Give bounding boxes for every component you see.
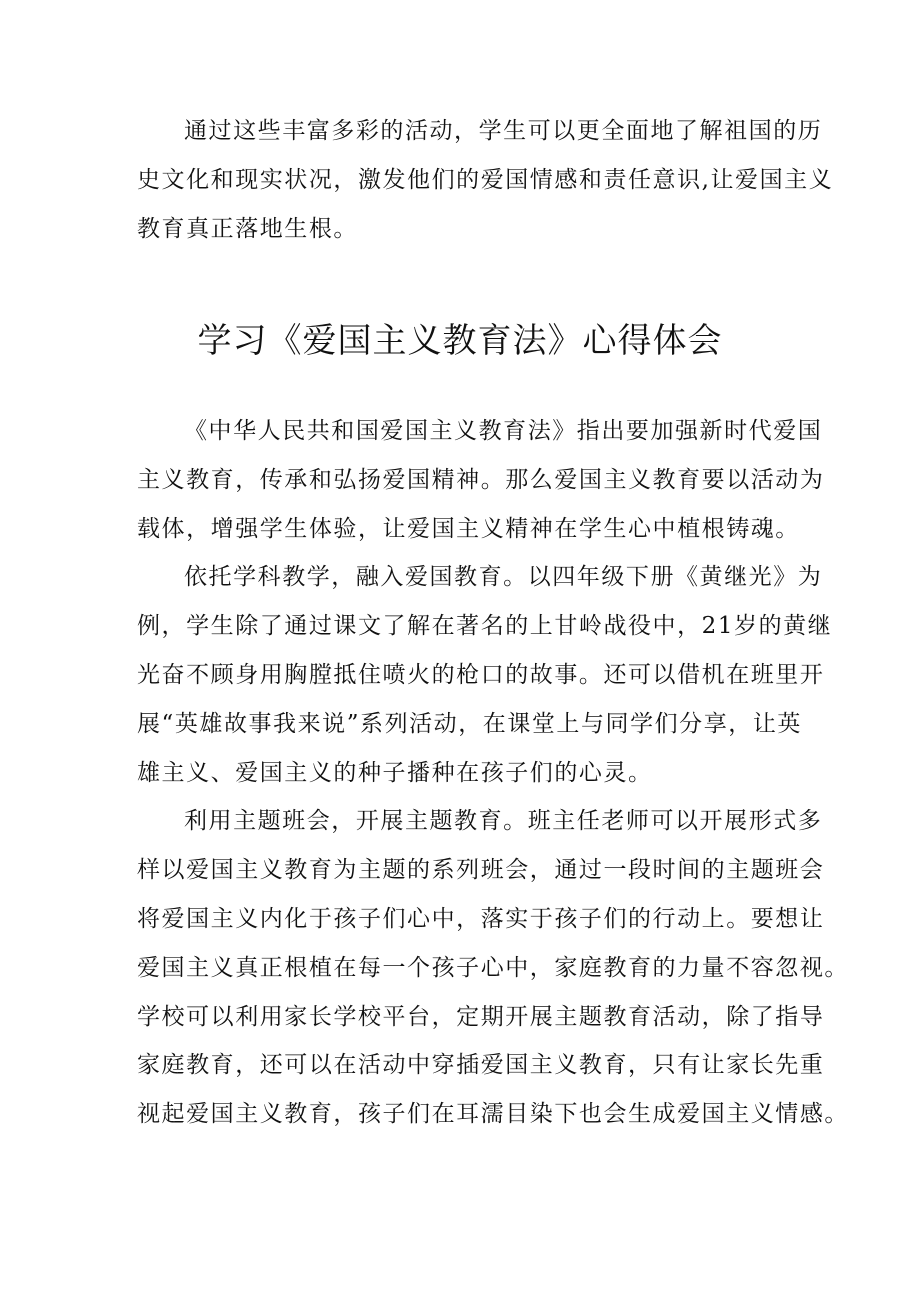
text-line: 学校可以利用家长学校平台，定期开展主题教育活动，除了指导 [137,1003,825,1030]
text-line: 例，学生除了通过课文了解在著名的上甘岭战役中，21岁的黄继 [137,613,833,640]
text-line: 依托学科教学，融入爱国教育。以四年级下册《黄继光》为 [184,564,823,591]
body-text [137,407,849,1139]
text-line: 展“英雄故事我来说”系列活动，在课堂上与同学们分享，让英 [137,710,802,737]
text-line: 样以爱国主义教育为主题的系列班会，通过一段时间的主题班会 [137,857,825,884]
text-line: 利用主题班会，开展主题教育。班主任老师可以开展形式多 [184,808,823,835]
intro-paragraph [137,107,834,253]
text-line: 史文化和现实状况，激发他们的爱国情感和责任意识,让爱国主义 [137,166,834,193]
text-line: 爱国主义真正根植在每一个孩子心中，家庭教育的力量不容忽视。 [137,954,849,981]
text-line: 雄主义、爱国主义的种子播种在孩子们的心灵。 [137,759,653,786]
document-title: 学习《爱国主义教育法》心得体会 [197,321,723,361]
text-line: 主义教育，传承和弘扬爱国精神。那么爱国主义教育要以活动为 [137,466,825,493]
text-line: 教育真正落地生根。 [137,215,358,242]
text-line: 载体，增强学生体验，让爱国主义精神在学生心中植根铸魂。 [137,515,800,542]
text-line: 通过这些丰富多彩的活动，学生可以更全面地了解祖国的历 [184,118,823,144]
text-line: 《中华人民共和国爱国主义教育法》指出要加强新时代爱国 [184,418,823,444]
text-line: 将爱国主义内化于孩子们心中，落实于孩子们的行动上。要想让 [137,905,825,932]
text-line: 光奋不顾身用胸膛抵住喷火的枪口的故事。还可以借机在班里开 [137,661,825,688]
text-line: 家庭教育，还可以在活动中穿插爱国主义教育，只有让家长先重 [137,1052,825,1079]
text-line: 视起爱国主义教育，孩子们在耳濡目染下也会生成爱国主义情感。 [137,1101,849,1128]
